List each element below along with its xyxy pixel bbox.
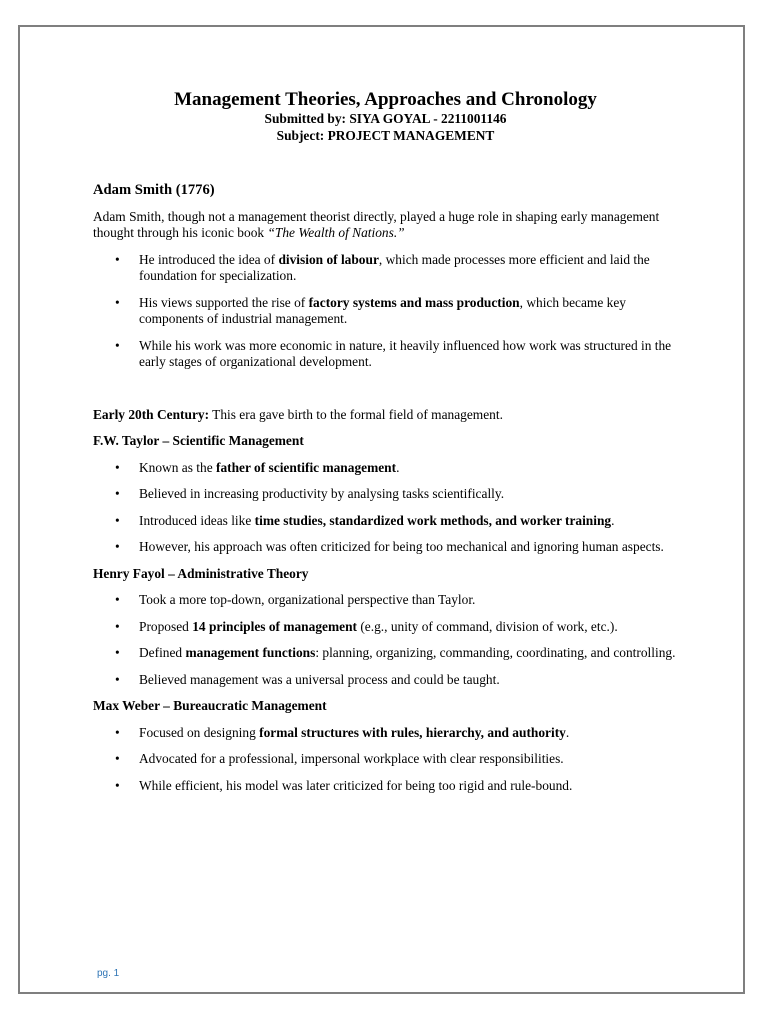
text: . <box>565 724 570 740</box>
text: Defined <box>139 645 186 660</box>
text: However, his approach was often criticized for being too mechanical and ignoring human aspects. <box>139 539 664 554</box>
bullet-icon: • <box>115 294 120 310</box>
list-item <box>93 592 678 609</box>
taylor-heading: F.W. Taylor – Scientific Management <box>93 433 304 448</box>
document-page <box>18 25 745 994</box>
list-item <box>93 486 678 503</box>
bullet-icon: • <box>115 486 120 501</box>
bullet-icon: • <box>115 645 120 660</box>
text: Took a more top-down, organizational perspective than Taylor. <box>139 592 476 607</box>
era-text: This era gave birth to the formal field of management. <box>209 406 503 422</box>
book-title: “The Wealth of Nations.” <box>267 225 405 240</box>
text: His views supported the rise of <box>139 294 309 310</box>
list-item <box>93 751 678 768</box>
bullet-icon: • <box>115 539 120 554</box>
era-paragraph <box>93 407 678 424</box>
bold-text: division of labour <box>278 251 379 267</box>
bullet-icon: • <box>115 592 120 607</box>
fayol-heading: Henry Fayol – Administrative Theory <box>93 565 309 581</box>
adam-smith-heading: Adam Smith (1776) <box>93 182 215 198</box>
text: Proposed <box>139 618 193 634</box>
bold-text: formal structures with rules, hierarchy, and authority <box>259 724 566 740</box>
text: . <box>611 512 615 528</box>
weber-list <box>93 725 678 795</box>
bullet-icon: • <box>115 459 120 475</box>
document-title: Management Theories, Approaches and Chronology <box>174 89 597 110</box>
text: Known as the <box>139 459 216 475</box>
text: While efficient, his model was later criticized for being too rigid and rule-bound. <box>139 777 573 793</box>
text: , which made processes more efficient and laid the foundation for specialization. <box>139 251 650 283</box>
bold-text: father of scientific management <box>215 459 397 475</box>
text: Advocated for a professional, impersonal workplace with clear responsibilities. <box>139 751 564 766</box>
page-number: pg. 1 <box>97 968 120 979</box>
weber-heading: Max Weber – Bureaucratic Management <box>93 698 327 713</box>
page-content <box>93 89 678 804</box>
text: Focused on designing <box>139 724 260 740</box>
list-item <box>93 672 678 689</box>
text: While his work was more economic in nature, it heavily influenced how work was structured in the early stages of organizational development. <box>139 337 672 369</box>
fayol-list <box>93 592 678 688</box>
list-item <box>93 725 678 742</box>
list-item <box>93 619 678 636</box>
bold-text: management functions <box>185 645 316 660</box>
list-item <box>93 460 678 477</box>
bold-text: factory systems and mass production <box>308 294 520 310</box>
era-label: Early 20th Century: <box>93 406 210 422</box>
text: He introduced the idea of <box>139 251 279 267</box>
bullet-icon: • <box>115 751 120 766</box>
subject-line: Subject: PROJECT MANAGEMENT <box>276 127 495 143</box>
bullet-icon: • <box>115 777 120 793</box>
taylor-list <box>93 460 678 556</box>
list-item <box>93 539 678 556</box>
list-item <box>93 252 678 285</box>
submitted-by-line: Submitted by: SIYA GOYAL - 2211001146 <box>264 111 507 126</box>
bold-text: 14 principles of management <box>192 618 357 634</box>
list-item <box>93 513 678 530</box>
text: Believed management was a universal process and could be taught. <box>139 671 500 687</box>
list-item <box>93 778 678 795</box>
bold-text: time studies, standardized work methods, and worker training <box>254 512 612 528</box>
adam-smith-intro <box>93 209 678 242</box>
bullet-icon: • <box>115 512 120 528</box>
text: Believed in increasing productivity by analysing tasks scientifically. <box>139 486 505 501</box>
text: (e.g., unity of command, division of work, etc.). <box>356 618 618 634</box>
text: Introduced ideas like <box>139 512 255 528</box>
text: . <box>396 459 400 475</box>
text: : planning, organizing, commanding, coordinating, and controlling. <box>315 645 676 660</box>
bullet-icon: • <box>115 618 120 634</box>
list-item <box>93 338 678 371</box>
bullet-icon: • <box>115 724 120 740</box>
text: , which became key components of industrial management. <box>139 294 626 326</box>
adam-smith-list <box>93 252 678 371</box>
list-item <box>93 295 678 328</box>
bullet-icon: • <box>115 671 120 687</box>
bullet-icon: • <box>115 337 120 353</box>
intro-text: Adam Smith, though not a management theorist directly, played a huge role in shaping early management thought through his iconic book <box>93 208 660 240</box>
list-item <box>93 645 678 662</box>
bullet-icon: • <box>115 251 120 267</box>
